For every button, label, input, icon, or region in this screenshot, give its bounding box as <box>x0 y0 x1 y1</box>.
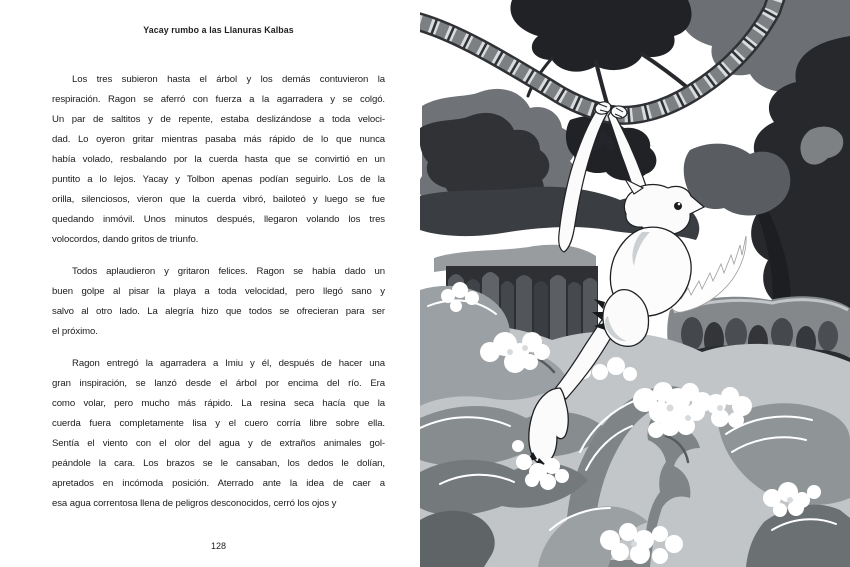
text-line: buen golpe al pisar la playa a toda velocidad, pero llegó sano y <box>52 286 385 297</box>
right-page <box>420 0 850 567</box>
text-line: gran inspiración, se lanzó desde el árbol por encima del río. Era <box>52 378 385 389</box>
text-line: Todos aplaudieron y gritaron felices. Ragon se había dado un <box>72 266 385 277</box>
text-line: como volar, pero mucho más rápido. La resina seca hacía que la <box>52 398 385 409</box>
left-page <box>0 0 420 567</box>
text-line: cuerda fuera completamente lisa y el cuero corría libre sobre ella. <box>52 418 385 429</box>
text-line: salvo al otro lado. La alegría hizo que todos se ofrecieran para ser <box>52 306 385 317</box>
text-line: el próximo. <box>52 326 98 337</box>
paragraph <box>52 354 385 514</box>
text-line: puntito a lo lejos. Yacay y Tolbon apenas podían seguirlo. Los de la <box>52 174 385 185</box>
text-line: peándole la cara. Los brazos se le cansaban, los dedos le dolían, <box>52 458 385 469</box>
paragraph <box>52 70 385 250</box>
text-line: Ragon entregó la agarradera a Imiu y él, después de hacer una <box>72 358 385 369</box>
text-line: Los tres subieron hasta el árbol y los demás contuvieron la <box>72 74 385 85</box>
text-line: quedando inmóvil. Unos minutos después, llegaron volando los tres <box>52 214 385 225</box>
text-line: orilla, silenciosos, vieron que la cuerda vibró, bailoteó y luego se fue <box>52 194 385 205</box>
running-header: Yacay rumbo a las Llanuras Kalbas <box>143 25 294 35</box>
page-number: 128 <box>210 541 227 551</box>
body-text <box>52 70 385 526</box>
text-line: respiración. Ragon se aferró con fuerza a la agarradera y se colgó. <box>52 94 385 105</box>
text-line: volocordos, dando gritos de triunfo. <box>52 234 199 245</box>
text-line: dad. Lo oyeron gritar mientras pasaba más rápido de lo que nunca <box>52 134 385 145</box>
paragraph <box>52 262 385 342</box>
text-line: había volado, resbalando por la cuerda hasta que se convirtió en un <box>52 154 385 165</box>
text-line: esa agua correntosa llena de peligros desconocidos, cerró los ojos y <box>52 498 337 509</box>
text-line: Sentía el viento con el olor del agua y de extraños animales gol- <box>52 438 385 449</box>
ink-illustration <box>420 0 850 567</box>
text-line: apretados en incómoda posición. Aterrado ante la idea de caer a <box>52 478 385 489</box>
text-line: Un par de saltitos y de repente, estaba deslizándose a toda veloci- <box>52 114 385 125</box>
